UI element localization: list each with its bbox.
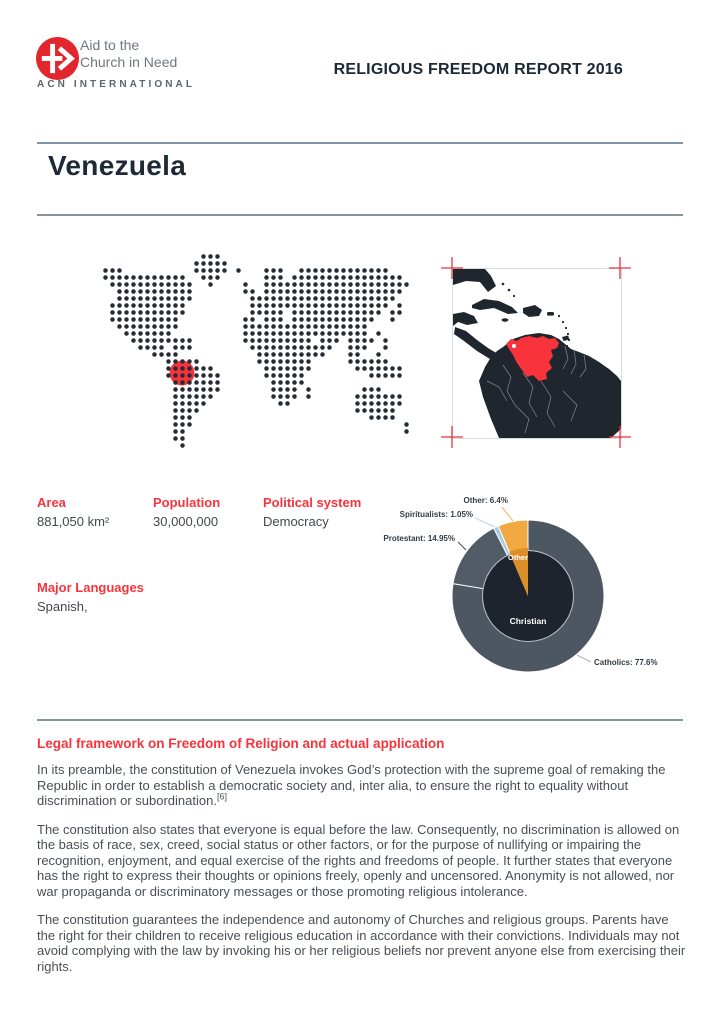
- org-name-line2: Church in Need: [80, 53, 178, 70]
- footnote-marker: [6]: [216, 791, 227, 802]
- org-name-line1: Aid to the: [80, 37, 140, 53]
- report-title: RELIGIOUS FREEDOM REPORT 2016: [333, 61, 623, 78]
- leader-line-other: [502, 507, 513, 521]
- divider-bottom: [37, 719, 683, 721]
- org-name: [80, 37, 177, 70]
- languages-value: Spanish,: [37, 599, 88, 614]
- divider-top: [37, 142, 683, 144]
- acn-logo-icon: [36, 37, 79, 80]
- population-value: 30,000,000: [153, 514, 219, 529]
- country-title: Venezuela: [48, 150, 187, 181]
- inset-map: [440, 256, 632, 449]
- chart-label-protestant: Protestant: 14.95%: [383, 534, 455, 543]
- political-system-label: Political system: [263, 495, 362, 510]
- languages-label: Major Languages: [37, 580, 144, 595]
- area-value: 881,050 km²: [37, 514, 110, 529]
- leader-line-spiritualists: [475, 518, 495, 527]
- world-dot-map: [95, 253, 417, 449]
- religion-chart: [383, 490, 685, 690]
- crop-marks: [440, 256, 632, 449]
- donut-inner-wedge-label: Other: [507, 553, 528, 562]
- population-label: Population: [153, 495, 221, 510]
- donut-center-label: Christian: [509, 616, 547, 626]
- chart-label-catholics: Catholics: 77.6%: [594, 658, 658, 667]
- legal-paragraph-3: The constitution guarantees the independence and autonomy of Churches and religious groups. Parents have the right for their children to receive religious education in accordance with their convictions. Individuals may not avoid complying with the law by invoking his or her religious beliefs nor prevent anyone else from exercising their rights.: [37, 912, 686, 974]
- area-label: Area: [37, 495, 66, 510]
- chart-label-other: Other: 6.4%: [463, 496, 508, 505]
- legal-paragraph-1: In its preamble, the constitution of Venezuela invokes God’s protection with the supreme goal of remaking the Republic in order to establish a democratic society and, inter alia, to ensure the right to equality without discrimination or subordination.[6]: [37, 762, 666, 808]
- political-system-value: Democracy: [263, 514, 329, 529]
- divider-mid: [37, 214, 683, 216]
- org-subtitle: ACN INTERNATIONAL: [37, 79, 196, 90]
- legal-text: [37, 762, 687, 987]
- legal-paragraph-2: The constitution also states that everyone is equal before the law. Consequently, no discrimination is allowed on the basis of race, sex, creed, social status or other factors, or for the purpose of nullifying or impairing the recognition, enjoyment, and equal exercise of the rights and freedoms of people. It further states that everyone has the right to express their thoughts or opinions freely, openly and uncensored. Anonymity is not allowed, nor war propaganda or discriminatory messages or those promoting religious intolerance.: [37, 821, 680, 899]
- leader-line-protestant: [458, 542, 466, 550]
- chart-label-spiritualists: Spiritualists: 1.05%: [399, 510, 473, 519]
- leader-line-catholics: [577, 655, 591, 662]
- legal-heading: Legal framework on Freedom of Religion and actual application: [37, 736, 445, 751]
- world-dot-map-svg: [95, 253, 417, 449]
